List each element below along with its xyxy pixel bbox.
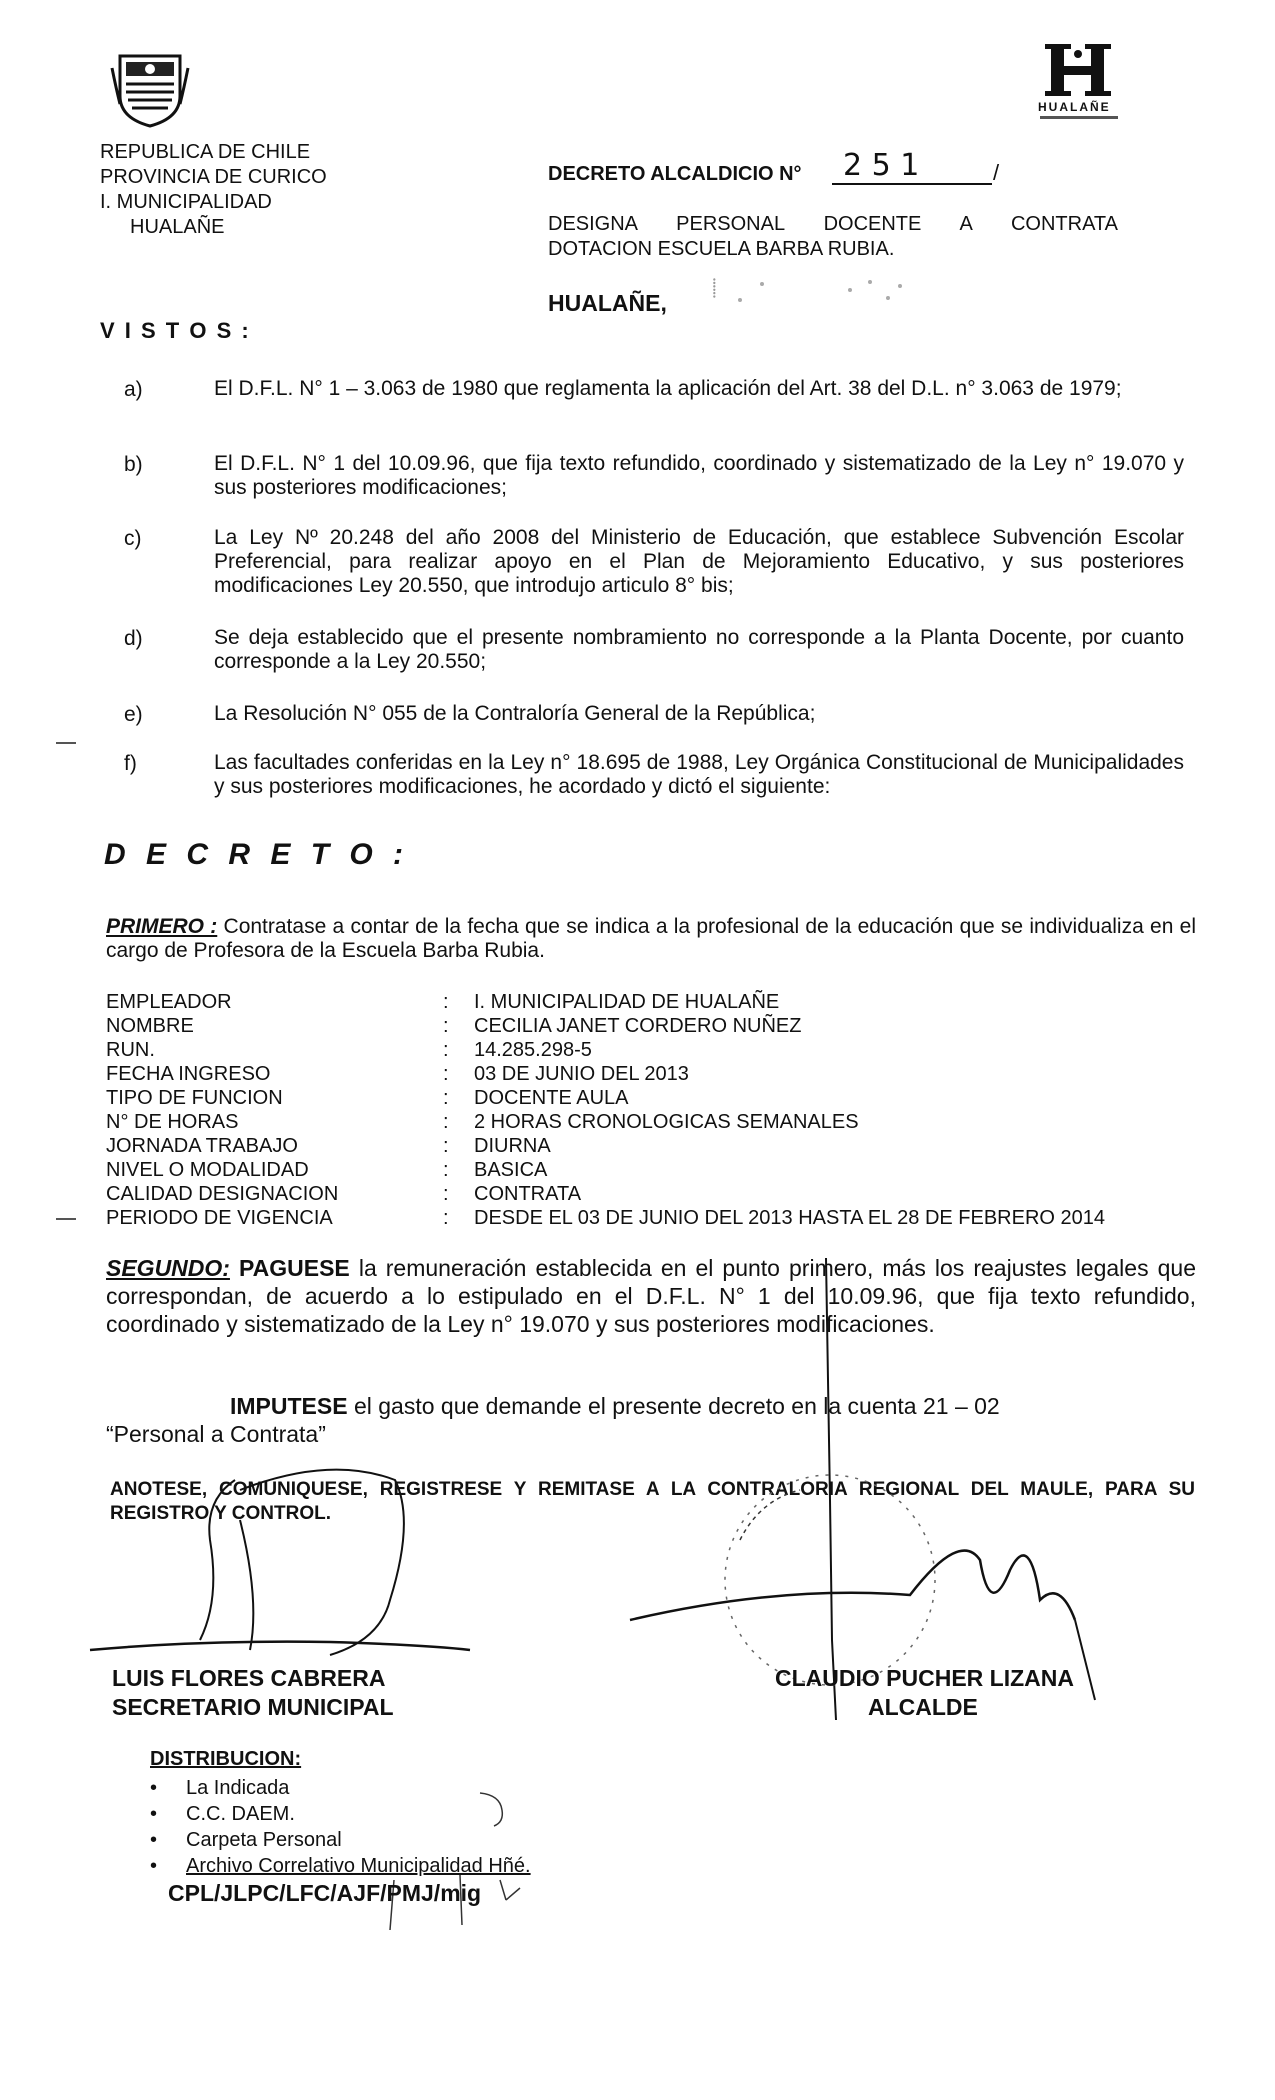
segundo-label: SEGUNDO: [106,1255,230,1281]
bullet-icon: • [150,1777,158,1799]
bullet-icon: • [150,1803,158,1825]
impute-text: el gasto que demande el presente decreto en la cuenta 21 – 02 [353,1393,1000,1419]
decree-slash: / [993,160,1000,185]
distribucion-item: C.C. DAEM. [186,1803,295,1825]
vistos-text: La Ley Nº 20.248 del año 2008 del Ministerio de Educación, que establece Subvención Escolar Preferencial, para realizar apoyo en el Plan de Mejoramiento Educativo, y sus posteriores modificaciones Ley 20.550, que introdujo articulo 8° bis; [214,526,1184,597]
vistos-letter: d) [124,627,143,650]
decree-subject-line1: DESIGNA PERSONAL DOCENTE A CONTRATA [548,213,1118,235]
detail-colon: : [443,1183,449,1205]
vistos-text: El D.F.L. N° 1 – 3.063 de 1980 que reglamenta la aplicación del Art. 38 del D.L. n° 3.063 de 1979; [214,377,1122,400]
detail-label: RUN. [106,1039,155,1061]
primero-text: Contratase a contar de la fecha que se indica a la profesional de la educación que se individualiza en el cargo de Profesora de la Escuela Barba Rubia. [106,915,1196,962]
decree-number: 2 5 1 [843,148,920,183]
detail-colon: : [443,991,449,1013]
detail-label: JORNADA TRABAJO [106,1135,298,1157]
vistos-text: Se deja establecido que el presente nombramiento no corresponde a la Planta Docente, por cuanto corresponde a la Ley 20.550; [214,626,1184,673]
header-commune: HUALAÑE [130,216,225,238]
distribucion-initials: CPL/JLPC/LFC/AJF/PMJ/mig [168,1880,482,1906]
detail-value: CONTRATA [474,1183,582,1205]
vistos-text: Las facultades conferidas en la Ley n° 18.695 de 1988, Ley Orgánica Constitucional de Municipalidades y sus posteriores modificaciones, he acordado y dictó el siguiente: [214,751,1184,798]
vistos-text: La Resolución N° 055 de la Contraloría General de la República; [214,702,816,725]
detail-value: BASICA [474,1159,548,1181]
header-province: PROVINCIA DE CURICO [100,166,327,188]
vistos-letter: e) [124,703,143,726]
decree-label: DECRETO ALCALDICIO N° [548,163,802,185]
signature-left-title: SECRETARIO MUNICIPAL [112,1694,394,1720]
hualane-logo-text: HUALAÑE [1038,100,1111,114]
anotese-paragraph: ANOTESE, COMUNIQUESE, REGISTRESE Y REMITASE A LA CONTRALORIA REGIONAL DEL MAULE, PARA SU REGISTRO Y CONTROL. [110,1479,1195,1524]
detail-colon: : [443,1039,449,1061]
impute-line2: “Personal a Contrata” [106,1421,326,1447]
decreto-title: D E C R E T O : [104,838,410,871]
vistos-letter: f) [124,752,137,775]
header-municipality: I. MUNICIPALIDAD [100,191,272,213]
vistos-text: El D.F.L. N° 1 del 10.09.96, que fija texto refundido, coordinado y sistematizado de la Ley n° 19.070 y sus posteriores modificaciones; [214,452,1184,499]
detail-colon: : [443,1087,449,1109]
segundo-text: la remuneración establecida en el punto primero, más los reajustes legales que correspondan, de acuerdo a lo estipulado en el D.F.L. N° 1 del 10.09.96, que fija texto refundido, coordinado y sistematizado de la Ley n° 19.070 y sus posteriores modificaciones. [106,1255,1197,1337]
signature-right-name: CLAUDIO PUCHER LIZANA [775,1665,1074,1691]
detail-colon: : [443,1015,449,1037]
header-republic: REPUBLICA DE CHILE [100,141,311,163]
detail-value: 14.285.298-5 [474,1039,592,1061]
detail-value: CECILIA JANET CORDERO NUÑEZ [474,1015,802,1037]
vistos-letter: c) [124,527,142,550]
detail-value: DOCENTE AULA [474,1087,629,1109]
detail-label: FECHA INGRESO [106,1063,271,1085]
detail-colon: : [443,1063,449,1085]
bullet-icon: • [150,1855,158,1877]
signature-right-title: ALCALDE [868,1694,978,1720]
detail-value: DESDE EL 03 DE JUNIO DEL 2013 HASTA EL 28 DE FEBRERO 2014 [474,1207,1106,1229]
impute-bold: IMPUTESE [230,1393,348,1419]
detail-label: TIPO DE FUNCION [106,1087,283,1109]
detail-colon: : [443,1111,449,1133]
primero-label: PRIMERO : [106,915,218,938]
detail-colon: : [443,1207,449,1229]
vistos-title: V I S T O S : [100,318,251,343]
distribucion-item: Carpeta Personal [186,1829,342,1851]
decree-subject-line2: DOTACION ESCUELA BARBA RUBIA. [548,238,895,260]
segundo-bold: PAGUESE [239,1255,350,1281]
detail-label: NIVEL O MODALIDAD [106,1159,309,1181]
distribucion-item: La Indicada [186,1777,290,1799]
detail-colon: : [443,1135,449,1157]
detail-colon: : [443,1159,449,1181]
detail-label: NOMBRE [106,1015,194,1037]
detail-value: 03 DE JUNIO DEL 2013 [474,1063,689,1085]
distribucion-item: Archivo Correlativo Municipalidad Hñé. [186,1855,531,1877]
detail-label: PERIODO DE VIGENCIA [106,1207,333,1229]
detail-value: DIURNA [474,1135,551,1157]
detail-label: CALIDAD DESIGNACION [106,1183,339,1205]
detail-label: EMPLEADOR [106,991,232,1013]
bullet-icon: • [150,1829,158,1851]
detail-value: I. MUNICIPALIDAD DE HUALAÑE [474,991,780,1013]
signature-left-name: LUIS FLORES CABRERA [112,1665,386,1691]
svg-text:⸽: ⸽ [712,278,717,299]
detail-label: N° DE HORAS [106,1111,239,1133]
vistos-letter: a) [124,378,143,401]
distribucion-title: DISTRIBUCION: [150,1748,302,1770]
decree-place: HUALAÑE, [548,290,667,316]
vistos-letter: b) [124,453,143,476]
detail-value: 2 HORAS CRONOLOGICAS SEMANALES [474,1111,859,1133]
